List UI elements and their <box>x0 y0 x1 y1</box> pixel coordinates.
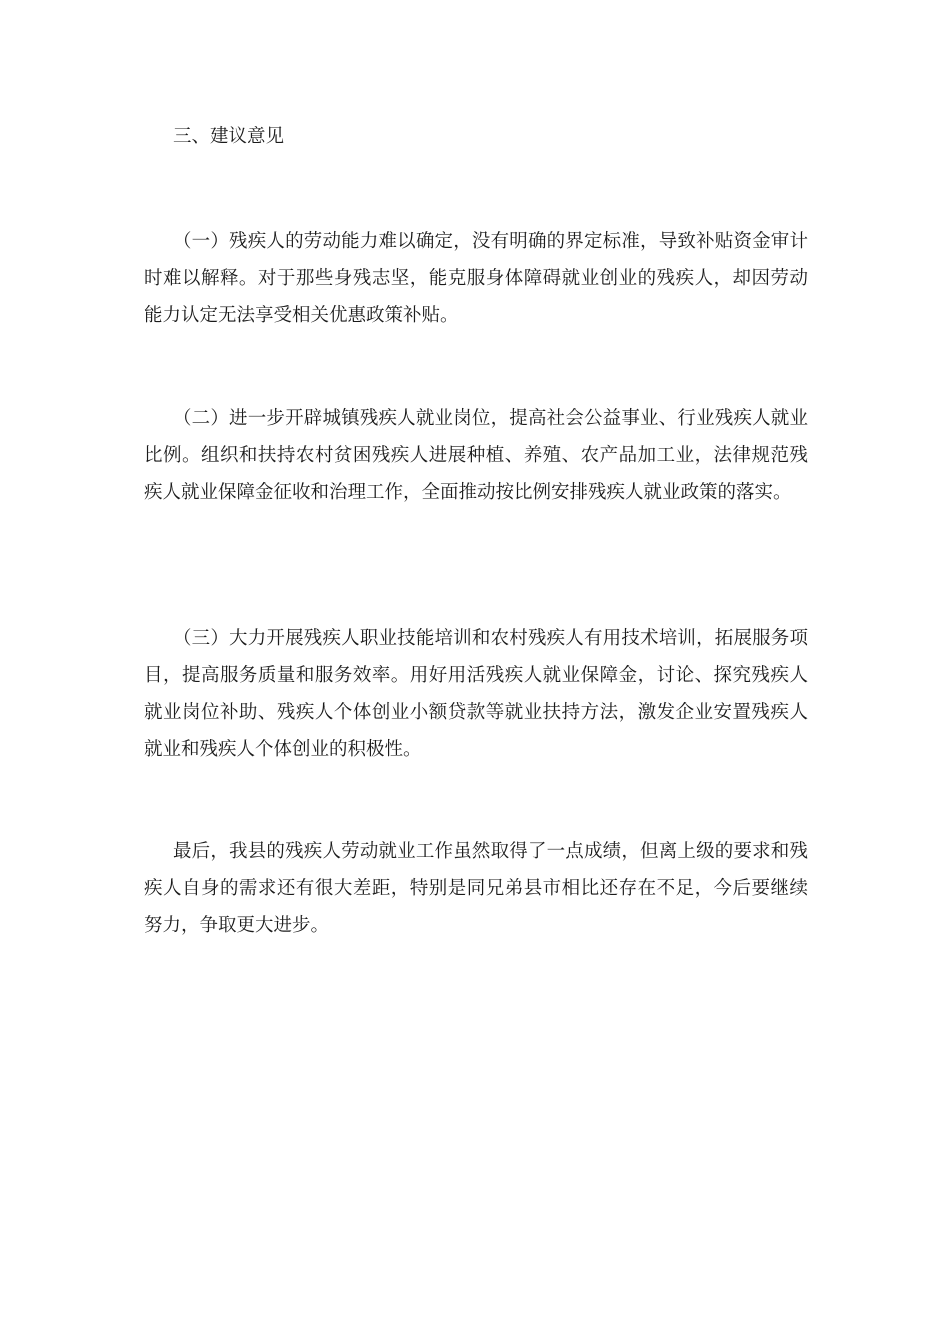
section-heading: 三、建议意见 <box>173 126 285 147</box>
paragraph-conclusion: 最后，我县的残疾人劳动就业工作虽然取得了一点成绩，但离上级的要求和残疾人自身的需求还有很大差距，特别是同兄弟县市相比还存在不足，今后要继续努力，争取更大进步。 <box>144 841 808 936</box>
paragraph-suggestion-1: （一）残疾人的劳动能力难以确定，没有明确的界定标准，导致补贴资金审计时难以解释。对于那些身残志坚，能克服身体障碍就业创业的残疾人，却因劳动能力认定无法享受相关优惠政策补贴。 <box>144 231 808 326</box>
paragraph-suggestion-3: （三）大力开展残疾人职业技能培训和农村残疾人有用技术培训，拓展服务项目，提高服务质量和服务效率。用好用活残疾人就业保障金，讨论、探究残疾人就业岗位补助、残疾人个体创业小额贷款等就业扶持方法，激发企业安置残疾人就业和残疾人个体创业的积极性。 <box>144 628 808 760</box>
paragraph-suggestion-2: （二）进一步开辟城镇残疾人就业岗位，提高社会公益事业、行业残疾人就业比例。组织和扶持农村贫困残疾人进展种植、养殖、农产品加工业，法律规范残疾人就业保障金征收和治理工作，全面推动按比例安排残疾人就业政策的落实。 <box>144 408 808 503</box>
